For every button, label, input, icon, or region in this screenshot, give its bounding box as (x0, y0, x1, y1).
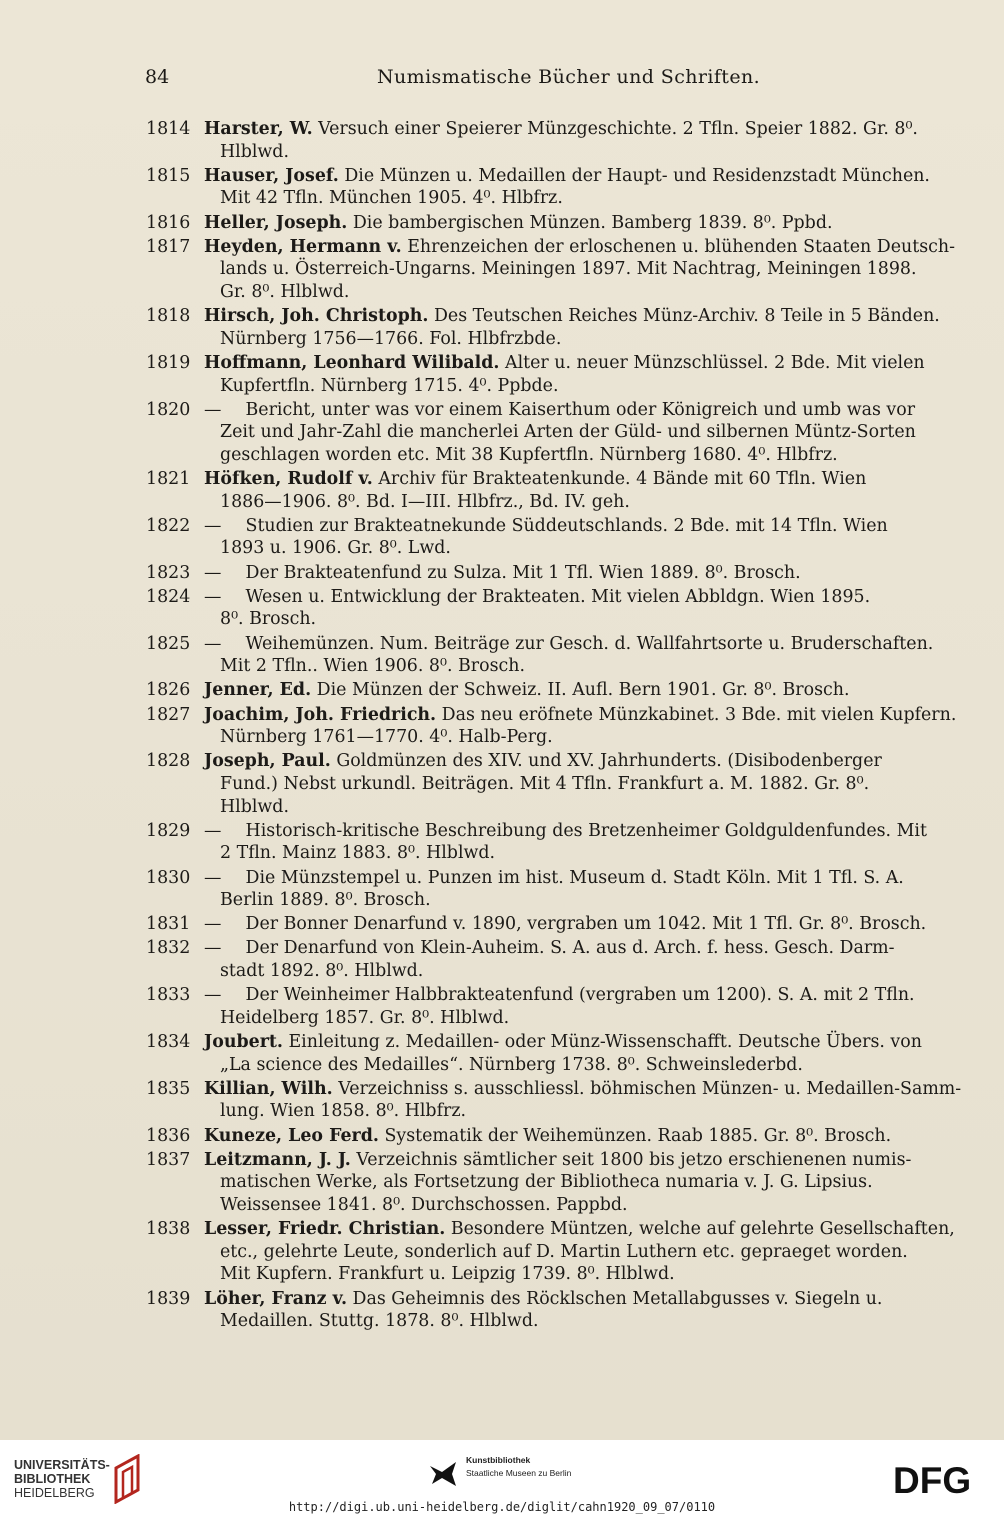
entry-line: Die Münzen u. Medaillen der Haupt- und Residenzstadt München. (344, 165, 930, 186)
entry-number: 1836 (146, 1125, 191, 1146)
entry-line: Berlin 1889. 8⁰. Brosch. (220, 890, 431, 911)
catalog-entry (146, 1078, 966, 1123)
entry-number: 1824 (146, 586, 191, 607)
catalog-entry (146, 352, 966, 397)
entry-line: 1893 u. 1906. Gr. 8⁰. Lwd. (220, 538, 451, 559)
kunstbibliothek-logo[interactable] (428, 1454, 598, 1494)
entry-line: Weissensee 1841. 8⁰. Durchschossen. Pappbd. (220, 1194, 628, 1215)
page-number: 84 (145, 66, 170, 88)
entry-line: Verzeichnis sämtlicher seit 1800 bis jetzo erschienenen numis- (356, 1149, 912, 1170)
entry-author: Löher, Franz v. (204, 1288, 347, 1309)
entry-line: Gr. 8⁰. Hlblwd. (220, 281, 350, 302)
entry-number: 1833 (146, 985, 191, 1006)
entry-line: Kupfertfln. Nürnberg 1715. 4⁰. Ppbde. (220, 375, 559, 396)
entry-line: Archiv für Brakteatenkunde. 4 Bände mit 60 Tfln. Wien (378, 469, 867, 490)
catalog-entry (146, 1149, 966, 1217)
entry-number: 1837 (146, 1149, 191, 1170)
entry-author: Hauser, Josef. (204, 165, 339, 186)
entry-line: Weihemünzen. Num. Beiträge zur Gesch. d. Wallfahrtsorte u. Bruderschaften. (245, 633, 934, 654)
catalog-entry (146, 399, 966, 467)
entry-line: Historisch-kritische Beschreibung des Bretzenheimer Goldguldenfundes. Mit (245, 820, 927, 841)
ditto-dash: — (204, 914, 222, 935)
entry-number: 1826 (146, 680, 191, 701)
catalog-entry (146, 562, 966, 585)
entry-line: 8⁰. Brosch. (220, 609, 317, 630)
entry-line: Studien zur Brakteatnekunde Süddeutschlands. 2 Bde. mit 14 Tfln. Wien (245, 515, 888, 536)
source-url[interactable]: http://digi.ub.uni-heidelberg.de/diglit/cahn1920_09_07/0110 (288, 1500, 716, 1514)
entry-line: Ehrenzeichen der erloschenen u. blühenden Staaten Deutsch- (407, 236, 955, 257)
entry-number: 1821 (146, 469, 191, 490)
entry-line: Hlblwd. (220, 141, 289, 162)
entry-number: 1832 (146, 938, 191, 959)
entry-line: Versuch einer Speierer Münzgeschichte. 2 Tfln. Speier 1882. Gr. 8⁰. (318, 119, 918, 139)
entry-line: Verzeichniss s. ausschliessl. böhmischen Münzen- u. Medaillen-Samm- (338, 1078, 962, 1099)
catalog-entries (146, 118, 966, 1334)
entry-line: Wesen u. Entwicklung der Brakteaten. Mit vielen Abbldgn. Wien 1895. (245, 586, 871, 607)
catalog-entry (146, 212, 966, 235)
catalog-entry (146, 937, 966, 982)
entry-line: lung. Wien 1858. 8⁰. Hlbfrz. (220, 1101, 467, 1122)
entry-line: Nürnberg 1761—1770. 4⁰. Halb-Perg. (220, 727, 553, 748)
catalog-entry (146, 515, 966, 560)
entry-author: Kuneze, Leo Ferd. (204, 1125, 379, 1146)
entry-author: Hoffmann, Leonhard Wilibald. (204, 352, 500, 373)
entry-number: 1835 (146, 1078, 191, 1099)
entry-line: „La science des Medailles“. Nürnberg 1738. 8⁰. Schweinslederbd. (220, 1054, 803, 1075)
entry-author: Heyden, Hermann v. (204, 236, 402, 257)
footer-bar (0, 1440, 1004, 1516)
catalog-entry (146, 820, 966, 865)
entry-number: 1839 (146, 1288, 191, 1309)
entry-line: Der Brakteatenfund zu Sulza. Mit 1 Tfl. Wien 1889. 8⁰. Brosch. (245, 562, 801, 583)
entry-number: 1819 (146, 352, 191, 373)
dfg-logo[interactable] (893, 1462, 993, 1498)
dfg-logo-text: DFG (893, 1462, 972, 1498)
entry-line: Goldmünzen des XIV. und XV. Jahrhunderts. (Disibodenberger (336, 751, 882, 772)
catalog-entry (146, 704, 966, 749)
catalog-entry (146, 1288, 966, 1333)
entry-author: Joachim, Joh. Friedrich. (204, 704, 437, 725)
catalog-entry (146, 468, 966, 513)
entry-number: 1834 (146, 1032, 191, 1053)
entry-line: Das Geheimnis des Röcklschen Metallabgusses v. Siegeln u. (352, 1288, 883, 1309)
entry-number: 1817 (146, 236, 191, 257)
entry-line: Nürnberg 1756—1766. Fol. Hlbfrzbde. (220, 328, 562, 349)
university-library-name: UNIVERSITÄTS- BIBLIOTHEK HEIDELBERG (14, 1458, 110, 1500)
ditto-dash: — (204, 515, 222, 536)
entry-line: Die Münzstempel u. Punzen im hist. Museum d. Stadt Köln. Mit 1 Tfl. S. A. (245, 867, 904, 888)
catalog-entry (146, 633, 966, 678)
ditto-dash: — (204, 985, 222, 1006)
entry-line: stadt 1892. 8⁰. Hlblwd. (220, 961, 424, 982)
catalog-entry (146, 984, 966, 1029)
catalog-entry (146, 305, 966, 350)
catalog-entry (146, 118, 966, 163)
entry-line: matischen Werke, als Fortsetzung der Bibliotheca numaria v. J. G. Lipsius. (220, 1172, 873, 1193)
university-library-logo[interactable] (14, 1454, 164, 1504)
entry-number: 1823 (146, 562, 191, 583)
catalog-entry (146, 679, 966, 702)
entry-number: 1816 (146, 212, 191, 233)
ditto-dash: — (204, 586, 222, 607)
entry-line: Hlblwd. (220, 796, 289, 817)
catalog-entry (146, 913, 966, 936)
entry-line: 1886—1906. 8⁰. Bd. I—III. Hlbfrz., Bd. IV. geh. (220, 491, 630, 512)
entry-author: Harster, W. (204, 119, 313, 139)
page-header (145, 66, 965, 102)
entry-line: Der Denarfund von Klein-Auheim. S. A. aus d. Arch. f. hess. Gesch. Darm- (245, 938, 895, 959)
ditto-dash: — (204, 938, 222, 959)
entry-line: Der Weinheimer Halbbrakteatenfund (vergraben um 1200). S. A. mit 2 Tfln. (245, 985, 915, 1006)
entry-line: Bericht, unter was vor einem Kaiserthum oder Königreich und umb was vor (245, 399, 916, 420)
ditto-dash: — (204, 562, 222, 583)
entry-author: Lesser, Friedr. Christian. (204, 1219, 446, 1240)
entry-author: Jenner, Ed. (204, 680, 312, 701)
entry-line: Mit 42 Tfln. München 1905. 4⁰. Hlbfrz. (220, 188, 563, 209)
entry-number: 1828 (146, 751, 191, 772)
entry-line: Besondere Müntzen, welche auf gelehrte Gesellschaften, (450, 1219, 955, 1240)
entry-author: Leitzmann, J. J. (204, 1149, 351, 1170)
entry-line: Mit 2 Tfln.. Wien 1906. 8⁰. Brosch. (220, 656, 525, 677)
entry-number: 1818 (146, 306, 191, 327)
running-title: Numismatische Bücher und Schriften. (377, 66, 761, 88)
museum-name: Staatliche Museen zu Berlin (466, 1468, 572, 1478)
ditto-dash: — (204, 399, 222, 420)
entry-author: Joubert. (204, 1032, 283, 1053)
entry-line: Fund.) Nebst urkundl. Beiträgen. Mit 4 Tfln. Frankfurt a. M. 1882. Gr. 8⁰. (220, 773, 870, 794)
catalog-entry (146, 750, 966, 818)
entry-line: Des Teutschen Reiches Münz-Archiv. 8 Teile in 5 Bänden. (433, 306, 940, 327)
entry-number: 1827 (146, 704, 191, 725)
catalog-entry (146, 586, 966, 631)
entry-author: Killian, Wilh. (204, 1078, 333, 1099)
catalog-entry (146, 165, 966, 210)
entry-number: 1814 (146, 119, 191, 139)
entry-line: Die bambergischen Münzen. Bamberg 1839. 8⁰. Ppbd. (352, 212, 833, 233)
entry-number: 1822 (146, 515, 191, 536)
kunstbibliothek-name: Kunstbibliothek (466, 1455, 531, 1465)
catalog-entry (146, 867, 966, 912)
catalog-entry (146, 236, 966, 304)
entry-number: 1831 (146, 914, 191, 935)
eagle-icon (428, 1460, 458, 1488)
entry-number: 1830 (146, 867, 191, 888)
catalog-entry (146, 1125, 966, 1148)
entry-author: Heller, Joseph. (204, 212, 348, 233)
entry-line: Der Bonner Denarfund v. 1890, vergraben um 1042. Mit 1 Tfl. Gr. 8⁰. Brosch. (245, 914, 927, 935)
ditto-dash: — (204, 867, 222, 888)
entry-author: Joseph, Paul. (204, 751, 331, 772)
entry-line: 2 Tfln. Mainz 1883. 8⁰. Hlblwd. (220, 843, 496, 864)
entry-number: 1838 (146, 1219, 191, 1240)
entry-number: 1825 (146, 633, 191, 654)
catalog-entry (146, 1031, 966, 1076)
entry-number: 1820 (146, 399, 191, 420)
ditto-dash: — (204, 633, 222, 654)
entry-author: Höfken, Rudolf v. (204, 469, 373, 490)
entry-author: Hirsch, Joh. Christoph. (204, 306, 429, 327)
entry-line: lands u. Österreich-Ungarns. Meiningen 1897. Mit Nachtrag, Meiningen 1898. (220, 259, 917, 280)
entry-line: etc., gelehrte Leute, sonderlich auf D. Martin Luthern etc. gepraeget worden. (220, 1241, 908, 1262)
entry-line: Alter u. neuer Münzschlüssel. 2 Bde. Mit vielen (505, 352, 925, 373)
entry-line: Heidelberg 1857. Gr. 8⁰. Hlblwd. (220, 1007, 510, 1028)
entry-number: 1815 (146, 165, 191, 186)
entry-line: Systematik der Weihemünzen. Raab 1885. Gr. 8⁰. Brosch. (384, 1125, 892, 1146)
entry-line: Das neu eröfnete Münzkabinet. 3 Bde. mit vielen Kupfern. (441, 704, 957, 725)
entry-line: Die Münzen der Schweiz. II. Aufl. Bern 1901. Gr. 8⁰. Brosch. (316, 680, 850, 701)
entry-line: Einleitung z. Medaillen- oder Münz-Wissenschafft. Deutsche Übers. von (288, 1032, 922, 1053)
entry-line: Mit Kupfern. Frankfurt u. Leipzig 1739. 8⁰. Hlblwd. (220, 1264, 675, 1285)
entry-line: Medaillen. Stuttg. 1878. 8⁰. Hlblwd. (220, 1311, 539, 1332)
ditto-dash: — (204, 820, 222, 841)
university-library-icon (112, 1454, 144, 1504)
entry-line: Zeit und Jahr-Zahl die mancherlei Arten der Güld- und silbernen Müntz-Sorten (220, 422, 916, 443)
entry-line: geschlagen worden etc. Mit 38 Kupfertfln. Nürnberg 1680. 4⁰. Hlbfrz. (220, 444, 838, 465)
entry-number: 1829 (146, 820, 191, 841)
catalog-entry (146, 1218, 966, 1286)
